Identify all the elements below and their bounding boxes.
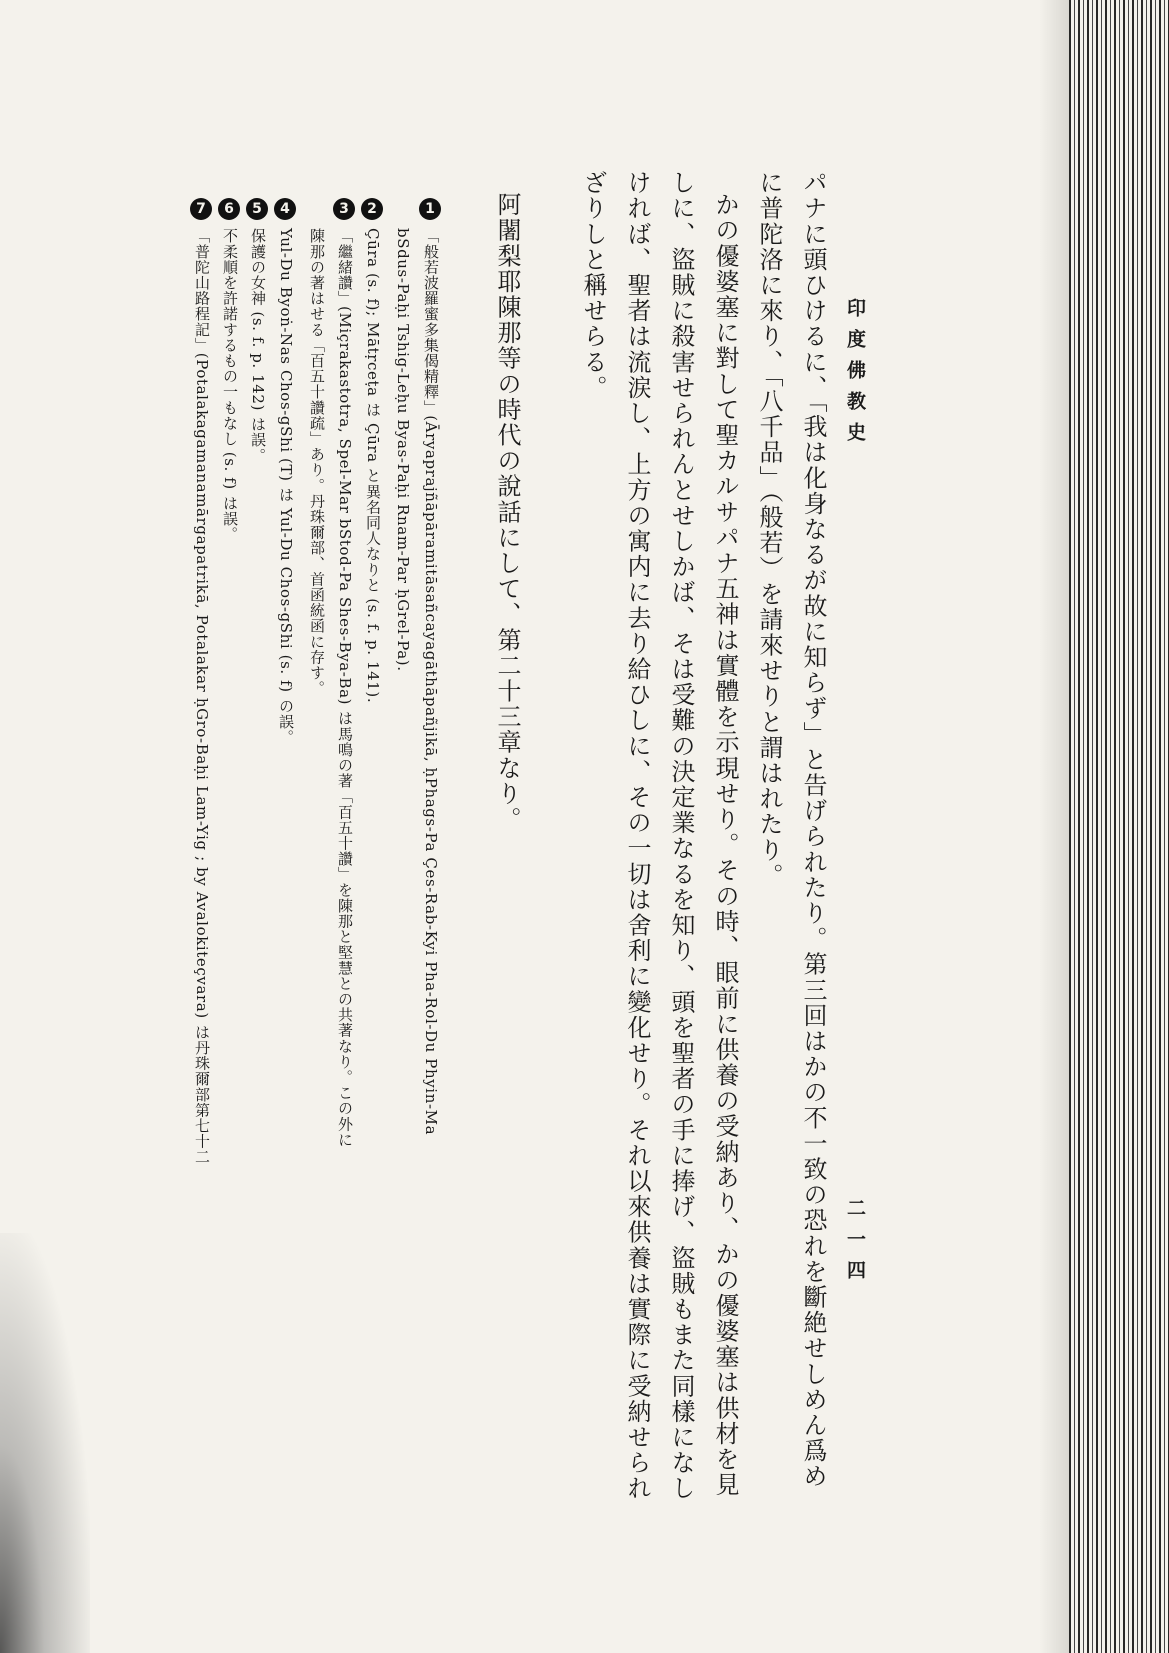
scan-shadow bbox=[0, 1233, 90, 1653]
footnote-line: Yul-Du Byoṅ-Nas Chos-gShi (T) は Yul-Du Chos-gShi (s. f) の誤。 bbox=[277, 228, 295, 745]
footnote-line: 不柔順を許諾するもの一もなし (s. f) は誤。 bbox=[221, 228, 239, 543]
footnote-marker: 3 bbox=[333, 198, 355, 220]
page-number: 二一四 bbox=[844, 1198, 866, 1291]
body-line: パナに頭ひけるに、「我は化身なるが故に知らず」と告げられたり。第三回はかの不一致の恐れを斷絶せしめん爲め bbox=[799, 170, 827, 1490]
footnote-line: Çūra (s. f); Mātṛceṭa は Çūra と異名同人なりと (s. f. p. 141). bbox=[364, 228, 382, 704]
footnote-line: 「普陀山路程記」(Potalakagamanamārgapatrikā, Potalakar ḥGro-Baḥi Lam-Yig ; by Avalokiteçvara) は丹珠爾部第七十二 bbox=[193, 228, 211, 1165]
body-line: しに、盜賊に殺害せられんとせしかば、そは受難の決定業なるを知り、頭を聖者の手に捧げ、盜賊もまた同樣になし bbox=[667, 170, 695, 1502]
running-title: 印度佛教史 bbox=[844, 298, 866, 453]
footnote-marker: 5 bbox=[246, 198, 268, 220]
footnote-line: 「繼緒讚」(Miçrakastotra, Spel-Mar bStod-Pa Shes-Bya-Ba) は馬鳴の著「百五十讚」を陳那と堅慧との共著なり。この外に bbox=[336, 228, 354, 1148]
body-line: に普陀洛に來り、「八千品」（般若）を請來せりと謂はれたり。 bbox=[755, 170, 783, 889]
footnote-line: 保護の女神 (s. f. p. 142) は誤。 bbox=[249, 228, 267, 464]
footnote-marker: 2 bbox=[361, 198, 383, 220]
binding-shadow bbox=[1039, 0, 1069, 1653]
book-binding-edge bbox=[1069, 0, 1169, 1653]
footnote-marker: 4 bbox=[274, 198, 296, 220]
footnote-line: 「般若波羅蜜多集偈精釋」(Āryaprajñāpāramitāsañcayagāthāpañjikā, ḥPhags-Pa Çes-Rab-Kyi Pha-Rol-Du Phyin-Ma bbox=[422, 228, 440, 1136]
footnote-line: 陳那の著はせる「百五十讚疏」あり。丹珠爾部、首函統函に存す。 bbox=[308, 228, 326, 696]
footnote-marker: 6 bbox=[218, 198, 240, 220]
chapter-note: 阿闍梨耶陳那等の時代の說話にして、第二十三章なり。 bbox=[493, 192, 521, 832]
body-line: ざりしと稱せらる。 bbox=[579, 170, 607, 401]
footnote-marker: 1 bbox=[419, 198, 441, 220]
body-line: かの優婆塞に對して聖カルサパナ五神は實體を示現せり。その時、眼前に供養の受納あり、かの優婆塞は供材を見 bbox=[711, 192, 739, 1498]
footnote-line: bSdus-Paḥi Tshig-Leḥu Byas-Paḥi Rnam-Par ḥGrel-Pa). bbox=[394, 228, 412, 672]
footnote-marker: 7 bbox=[190, 198, 212, 220]
body-line: ければ、聖者は流涙し、上方の寓内に去り給ひしに、その一切は舍利に變化せり。それ以來供養は實際に受納せられ bbox=[623, 170, 651, 1502]
